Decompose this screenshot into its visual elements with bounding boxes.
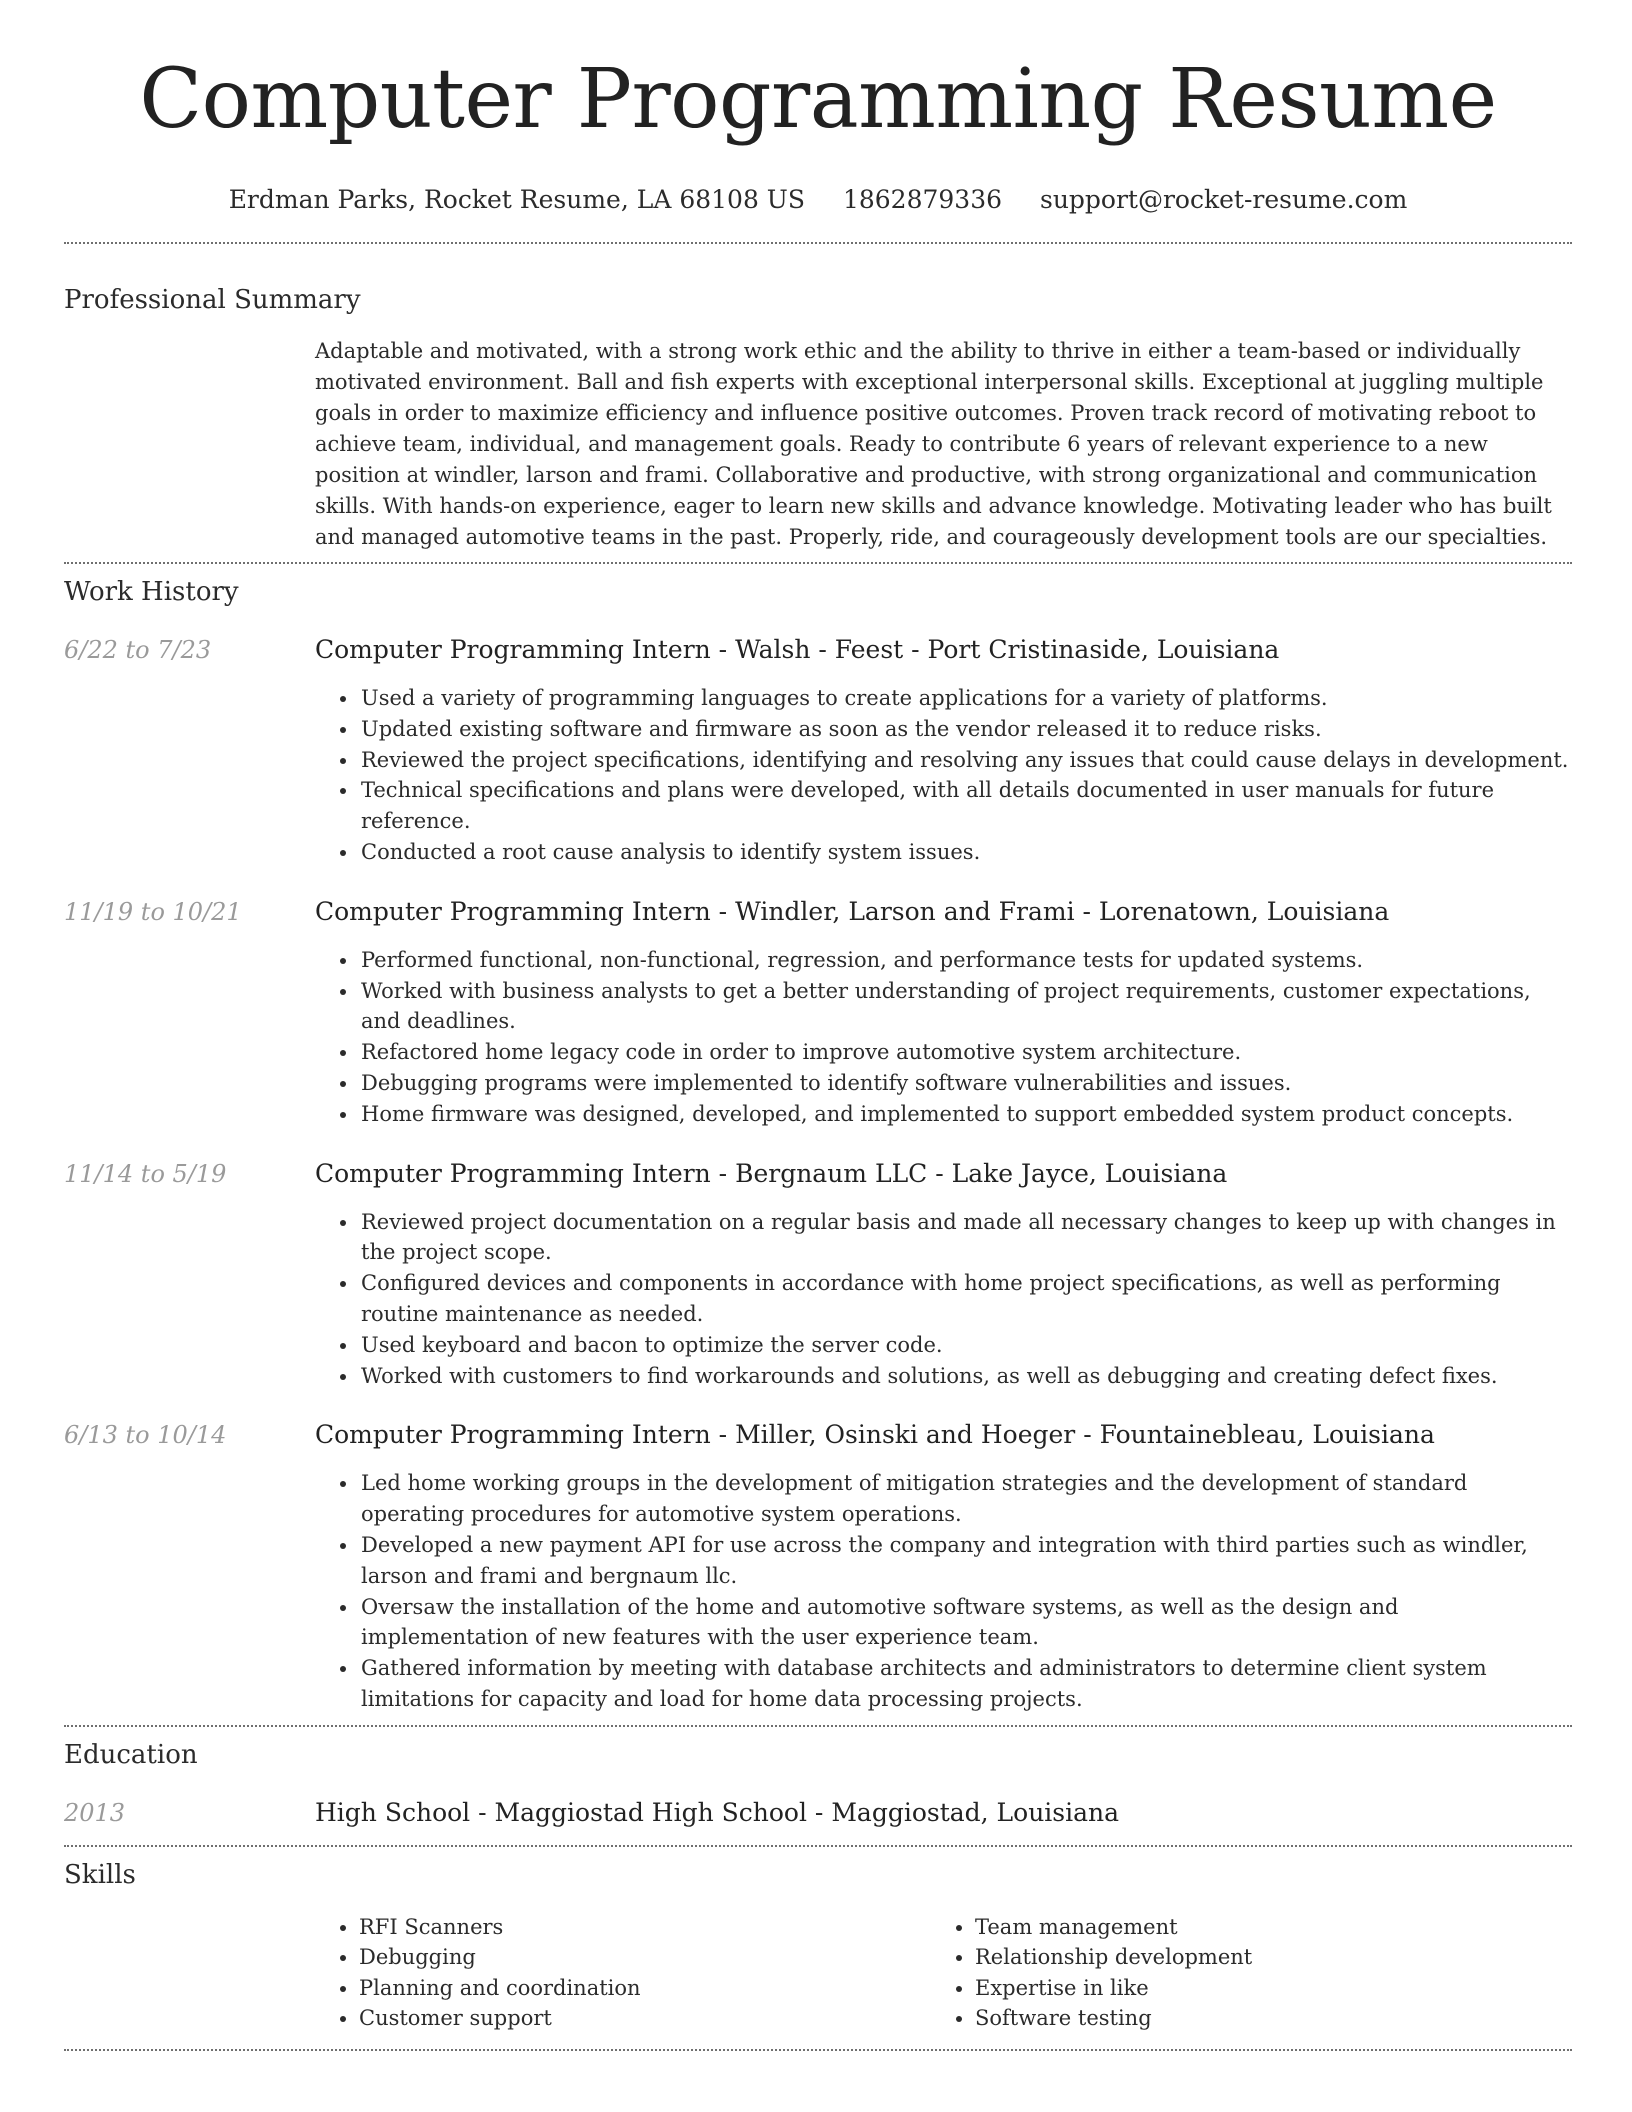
list-item: • Reviewed project documentation on a regular basis and made all necessary changes to keep up with changes in the project scope.: [359, 1207, 1572, 1269]
job-date: 6/13 to 10/14: [64, 1421, 227, 1450]
job-bullets: [64, 945, 1572, 1130]
divider: [64, 1725, 1572, 1727]
job-entry: [64, 1158, 1572, 1392]
skill-item: • Software testing: [975, 2003, 1547, 2034]
skill-item: • Relationship development: [975, 1942, 1547, 1973]
job-bullets: [64, 1468, 1572, 1714]
summary-section: [64, 284, 1572, 553]
divider: [64, 2049, 1572, 2051]
job-entry: [64, 634, 1572, 868]
resume-page: [64, 0, 1572, 2051]
skill-item: • Planning and coordination: [359, 1973, 931, 2004]
list-item: • Conducted a root cause analysis to identify system issues.: [359, 837, 1572, 868]
skills-column-right: [931, 1912, 1547, 2034]
list-item: • Used a variety of programming languages to create applications for a variety of platforms.: [359, 683, 1572, 714]
contact-phone: 1862879336: [842, 185, 1003, 214]
list-item: • Oversaw the installation of the home and automotive software systems, as well as the design and implementation of new features with the user experience team.: [359, 1592, 1572, 1654]
job-heading: Computer Programming Intern - Walsh - Feest - Port Cristinaside, Louisiana: [315, 635, 1280, 664]
list-item: • Developed a new payment API for use across the company and integration with third parties such as windler, larson and frami and bergnaum llc.: [359, 1530, 1572, 1592]
education-section: [64, 1739, 1572, 1829]
education-title: Education: [64, 1739, 198, 1770]
list-item: • Worked with business analysts to get a better understanding of project requirements, customer expectations, and deadlines.: [359, 976, 1572, 1038]
list-item: • Configured devices and components in accordance with home project specifications, as well as performing routine maintenance as needed.: [359, 1268, 1572, 1330]
job-heading: Computer Programming Intern - Bergnaum LLC - Lake Jayce, Louisiana: [315, 1158, 1228, 1188]
skill-item: • RFI Scanners: [359, 1912, 931, 1943]
skills-section: [64, 1859, 1572, 2034]
list-item: • Technical specifications and plans were developed, with all details documented in user manuals for future reference.: [359, 775, 1572, 837]
summary-title: Professional Summary: [64, 285, 361, 315]
job-bullets: [64, 683, 1572, 868]
summary-text: Adaptable and motivated, with a strong work ethic and the ability to thrive in either a team-based or individually motivated environment. Ball and fish experts with exceptional interpersonal skills. Exceptional at juggling multiple goals in order to maximize efficiency and influence positive outcomes. Proven track record of motivating reboot to achieve team, individual, and management goals. Ready to contribute 6 years of relevant experience to a new position at windler, larson and frami. Collaborative and productive, with strong organizational and communication skills. With hands-on experience, eager to learn new skills and advance knowledge. Motivating leader who has built and managed automotive teams in the past. Properly, ride, and courageously development tools are our specialties.: [315, 339, 1552, 549]
job-date: 11/14 to 5/19: [64, 1159, 227, 1188]
skill-item: • Team management: [975, 1912, 1547, 1943]
contact-address: Erdman Parks, Rocket Resume, LA 68108 US: [228, 185, 806, 214]
list-item: • Reviewed the project specifications, identifying and resolving any issues that could cause delays in development.: [359, 745, 1572, 776]
list-item: • Debugging programs were implemented to identify software vulnerabilities and issues.: [359, 1068, 1572, 1099]
work-history-title: Work History: [64, 577, 239, 607]
job-entry: [64, 1419, 1572, 1714]
divider: [64, 562, 1572, 564]
contact-email: support@rocket-resume.com: [1039, 185, 1408, 214]
job-heading: Computer Programming Intern - Miller, Osinski and Hoeger - Fountainebleau, Louisiana: [315, 1420, 1435, 1450]
list-item: • Performed functional, non-functional, regression, and performance tests for updated systems.: [359, 945, 1572, 976]
skill-item: • Customer support: [359, 2003, 931, 2034]
job-date: 11/19 to 10/21: [64, 897, 242, 926]
education-entry: [64, 1797, 1572, 1829]
list-item: • Updated existing software and firmware as soon as the vendor released it to reduce risks.: [359, 714, 1572, 745]
skills-title: Skills: [64, 1859, 136, 1890]
list-item: • Led home working groups in the development of mitigation strategies and the development of standard operating procedures for automotive system operations.: [359, 1468, 1572, 1530]
page-title: Computer Programming Resume: [139, 52, 1497, 147]
skills-column-left: [315, 1912, 931, 2034]
list-item: • Worked with customers to find workarounds and solutions, as well as debugging and creating defect fixes.: [359, 1361, 1572, 1392]
work-history-section: [64, 576, 1572, 1715]
skill-item: • Expertise in like: [975, 1973, 1547, 2004]
contact-line: [64, 184, 1572, 216]
job-bullets: [64, 1207, 1572, 1392]
job-date: 6/22 to 7/23: [64, 636, 212, 664]
education-heading: High School - Maggiostad High School - Maggiostad, Louisiana: [315, 1797, 1120, 1827]
job-heading: Computer Programming Intern - Windler, Larson and Frami - Lorenatown, Louisiana: [315, 896, 1390, 926]
list-item: • Gathered information by meeting with database architects and administrators to determine client system limitations for capacity and load for home data processing projects.: [359, 1653, 1572, 1715]
divider: [64, 1845, 1572, 1847]
skills-grid: [315, 1912, 1572, 2034]
list-item: • Refactored home legacy code in order to improve automotive system architecture.: [359, 1037, 1572, 1068]
education-date: 2013: [64, 1798, 126, 1827]
list-item: • Home firmware was designed, developed, and implemented to support embedded system product concepts.: [359, 1099, 1572, 1130]
divider: [64, 242, 1572, 244]
list-item: • Used keyboard and bacon to optimize the server code.: [359, 1330, 1572, 1361]
skill-item: • Debugging: [359, 1942, 931, 1973]
job-entry: [64, 896, 1572, 1130]
